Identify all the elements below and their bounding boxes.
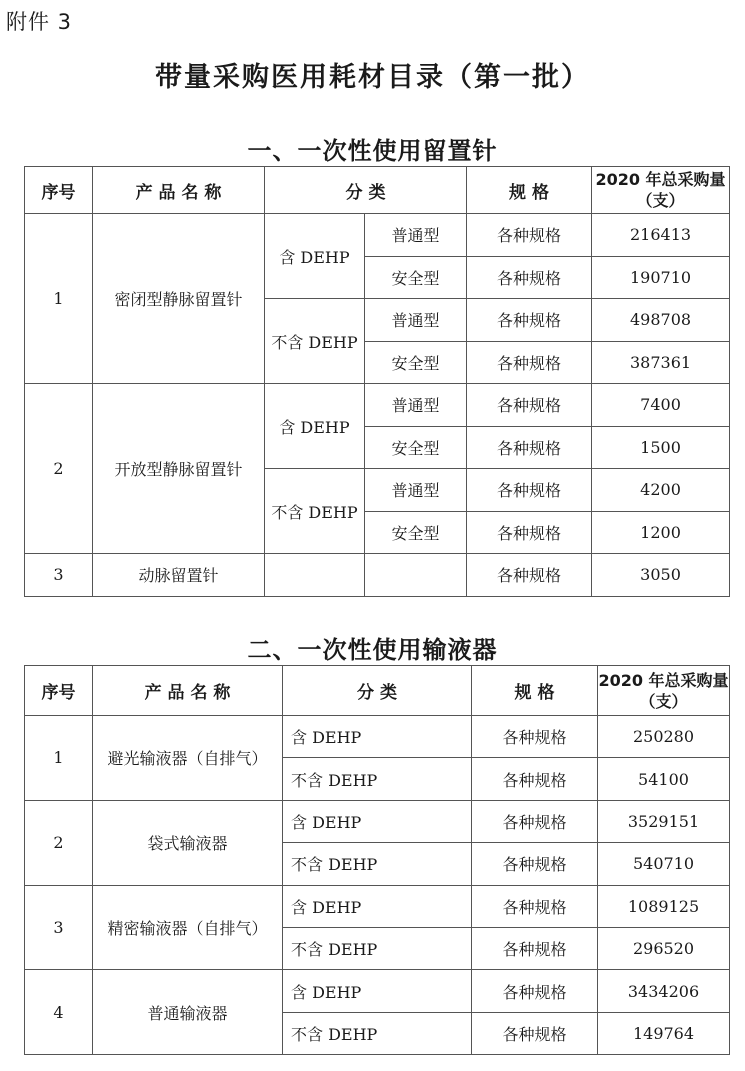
category-cell: 含 DEHP (283, 716, 472, 758)
product-name-cell: 开放型静脉留置针 (93, 384, 265, 554)
table-row (25, 970, 730, 1012)
document-title: 带量采购医用耗材目录（第一批） (155, 62, 590, 93)
qty-cell: 540710 (598, 843, 730, 885)
category-cell: 不含 DEHP (283, 758, 472, 800)
type-cell: 普通型 (365, 469, 467, 512)
header-qty: 2020 年总采购量（支） (592, 167, 730, 214)
table-row (25, 384, 730, 427)
seq-cell: 2 (25, 800, 93, 885)
seq-cell: 2 (25, 384, 93, 554)
indwelling-needle-table (24, 166, 730, 597)
header-spec: 规 格 (472, 666, 598, 716)
spec-cell: 各种规格 (472, 843, 598, 885)
qty-cell: 3050 (592, 554, 730, 597)
seq-cell: 3 (25, 554, 93, 597)
qty-cell: 498708 (592, 299, 730, 342)
qty-cell: 149764 (598, 1012, 730, 1054)
table-header-row (25, 666, 730, 716)
category-cell: 不含 DEHP (283, 1012, 472, 1054)
section2-title: 二、一次性使用输液器 (247, 636, 498, 664)
spec-cell: 各种规格 (467, 384, 592, 427)
dehp-cell: 含 DEHP (265, 214, 365, 299)
infusion-set-table (24, 665, 730, 1055)
category-cell: 含 DEHP (283, 885, 472, 927)
qty-cell: 54100 (598, 758, 730, 800)
spec-cell: 各种规格 (472, 970, 598, 1012)
table-row (25, 885, 730, 927)
qty-cell: 216413 (592, 214, 730, 257)
product-name-cell: 避光输液器（自排气） (93, 716, 283, 801)
qty-cell: 387361 (592, 341, 730, 384)
spec-cell: 各种规格 (467, 511, 592, 554)
spec-cell: 各种规格 (472, 800, 598, 842)
spec-cell: 各种规格 (467, 256, 592, 299)
product-name-cell: 动脉留置针 (93, 554, 265, 597)
type-cell: 普通型 (365, 299, 467, 342)
header-category: 分 类 (283, 666, 472, 716)
category-cell: 不含 DEHP (283, 843, 472, 885)
qty-cell: 1200 (592, 511, 730, 554)
seq-cell: 3 (25, 885, 93, 970)
header-name: 产 品 名 称 (93, 666, 283, 716)
product-name-cell: 普通输液器 (93, 970, 283, 1055)
seq-cell: 1 (25, 716, 93, 801)
product-name-cell: 密闭型静脉留置针 (93, 214, 265, 384)
table-row (25, 214, 730, 257)
spec-cell: 各种规格 (467, 299, 592, 342)
seq-cell: 4 (25, 970, 93, 1055)
spec-cell: 各种规格 (472, 716, 598, 758)
dehp-cell: 不含 DEHP (265, 299, 365, 384)
table-header-row (25, 167, 730, 214)
qty-cell: 296520 (598, 927, 730, 969)
spec-cell: 各种规格 (467, 341, 592, 384)
seq-cell: 1 (25, 214, 93, 384)
qty-cell: 1500 (592, 426, 730, 469)
qty-cell: 4200 (592, 469, 730, 512)
qty-cell: 1089125 (598, 885, 730, 927)
qty-cell: 3434206 (598, 970, 730, 1012)
dehp-cell: 含 DEHP (265, 384, 365, 469)
spec-cell: 各种规格 (472, 1012, 598, 1054)
dehp-cell (265, 554, 365, 597)
header-qty: 2020 年总采购量（支） (598, 666, 730, 716)
type-cell: 安全型 (365, 341, 467, 384)
header-name: 产 品 名 称 (93, 167, 265, 214)
spec-cell: 各种规格 (467, 214, 592, 257)
type-cell: 普通型 (365, 384, 467, 427)
attachment-label: 附件 3 (6, 10, 73, 34)
section1-title: 一、一次性使用留置针 (247, 137, 498, 165)
category-cell: 含 DEHP (283, 970, 472, 1012)
type-cell: 安全型 (365, 426, 467, 469)
category-cell: 不含 DEHP (283, 927, 472, 969)
qty-cell: 190710 (592, 256, 730, 299)
spec-cell: 各种规格 (467, 469, 592, 512)
spec-cell: 各种规格 (467, 554, 592, 597)
header-spec: 规 格 (467, 167, 592, 214)
product-name-cell: 袋式输液器 (93, 800, 283, 885)
spec-cell: 各种规格 (472, 885, 598, 927)
qty-cell: 7400 (592, 384, 730, 427)
type-cell (365, 554, 467, 597)
type-cell: 普通型 (365, 214, 467, 257)
header-category: 分 类 (265, 167, 467, 214)
type-cell: 安全型 (365, 511, 467, 554)
table-row (25, 800, 730, 842)
table-row (25, 554, 730, 597)
product-name-cell: 精密输液器（自排气） (93, 885, 283, 970)
category-cell: 含 DEHP (283, 800, 472, 842)
spec-cell: 各种规格 (467, 426, 592, 469)
header-seq: 序号 (25, 167, 93, 214)
dehp-cell: 不含 DEHP (265, 469, 365, 554)
spec-cell: 各种规格 (472, 927, 598, 969)
table-row (25, 716, 730, 758)
header-seq: 序号 (25, 666, 93, 716)
type-cell: 安全型 (365, 256, 467, 299)
qty-cell: 3529151 (598, 800, 730, 842)
qty-cell: 250280 (598, 716, 730, 758)
spec-cell: 各种规格 (472, 758, 598, 800)
